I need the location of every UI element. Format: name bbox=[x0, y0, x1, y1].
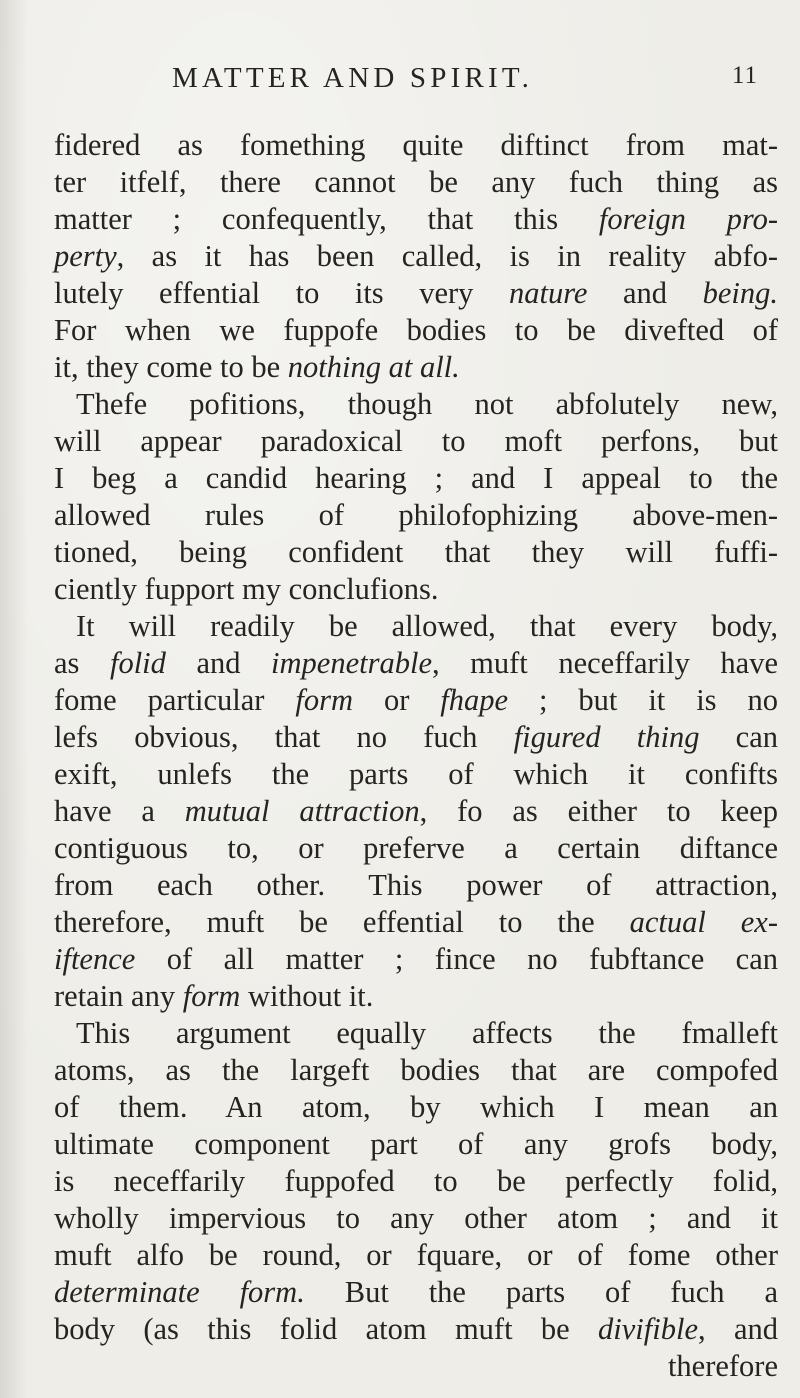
text-line: This argument equally affects the fmalleft bbox=[76, 1016, 778, 1050]
text-line: wholly impervious to any other atom ; and it bbox=[54, 1201, 778, 1235]
text-line: as folid and impenetrable, muft neceffarily have bbox=[54, 646, 778, 680]
text-line: from each other. This power of attraction, bbox=[54, 868, 778, 902]
page-number: 11 bbox=[731, 62, 758, 89]
text-line: matter ; confequently, that this foreign pro- bbox=[54, 202, 778, 236]
text-line: muft alfo be round, or fquare, or of fome other bbox=[54, 1238, 778, 1272]
text-line: ciently fupport my conclufions. bbox=[54, 572, 439, 606]
gutter-shadow bbox=[0, 0, 28, 1398]
text-line: will appear paradoxical to moft perfons, but bbox=[54, 424, 778, 458]
text-line: determinate form. But the parts of fuch a bbox=[54, 1275, 778, 1309]
text-line: exift, unlefs the parts of which it confifts bbox=[54, 757, 778, 791]
text-line: ultimate component part of any grofs body, bbox=[54, 1127, 778, 1161]
text-line: lefs obvious, that no fuch figured thing can bbox=[54, 720, 778, 754]
text-line: Thefe pofitions, though not abfolutely new, bbox=[76, 387, 778, 421]
body-text bbox=[54, 127, 778, 1385]
text-line: It will readily be allowed, that every body, bbox=[76, 609, 778, 643]
text-line: it, they come to be nothing at all. bbox=[54, 350, 460, 384]
text-line: have a mutual attraction, fo as either to keep bbox=[54, 794, 778, 828]
text-line: of them. An atom, by which I mean an bbox=[54, 1090, 778, 1124]
text-line: fidered as fomething quite diftinct from mat- bbox=[54, 128, 778, 162]
text-line: contiguous to, or preferve a certain diftance bbox=[54, 831, 778, 865]
text-line: fome particular form or fhape ; but it is no bbox=[54, 683, 778, 717]
text-line: is neceffarily fuppofed to be perfectly folid, bbox=[54, 1164, 778, 1198]
text-line: iftence of all matter ; fince no fubftance can bbox=[54, 942, 778, 976]
text-line: allowed rules of philofophizing above-men- bbox=[54, 498, 778, 532]
text-line: ter itfelf, there cannot be any fuch thing as bbox=[54, 165, 778, 199]
text-line: atoms, as the largeft bodies that are compofed bbox=[54, 1053, 778, 1087]
running-title: MATTER AND SPIRIT. bbox=[172, 62, 534, 94]
text-line: I beg a candid hearing ; and I appeal to the bbox=[54, 461, 778, 495]
text-line: lutely effential to its very nature and being. bbox=[54, 276, 778, 310]
page-header bbox=[172, 62, 772, 102]
catchword: therefore bbox=[667, 1349, 778, 1383]
text-line: perty, as it has been called, is in reality abfo- bbox=[54, 239, 778, 273]
text-line: retain any form without it. bbox=[54, 979, 374, 1013]
text-line: body (as this folid atom muft be divifible, and bbox=[54, 1312, 778, 1346]
text-line: therefore, muft be effential to the actual ex- bbox=[54, 905, 778, 939]
text-line: For when we fuppofe bodies to be divefted of bbox=[54, 313, 778, 347]
text-line: tioned, being confident that they will fuffi- bbox=[54, 535, 778, 569]
